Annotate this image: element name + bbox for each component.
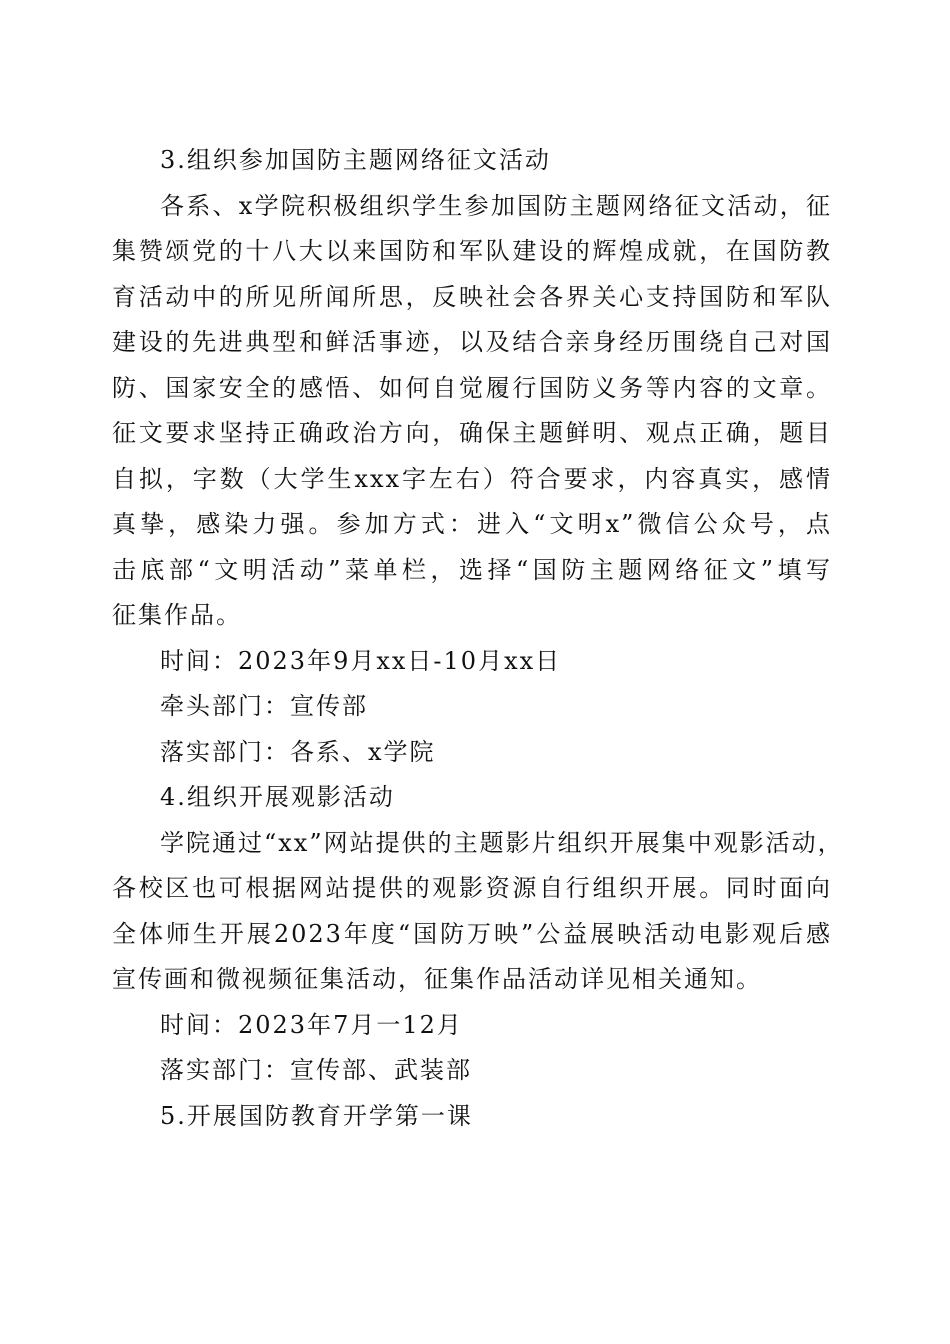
- section-5-heading: 5.开展国防教育开学第一课: [160, 1101, 473, 1130]
- section-3-lead-department: 牵头部门：宣传部: [160, 692, 368, 720]
- section-3-paragraph-line: 击底部“文明活动”菜单栏，选择“国防主题网络征文”填写: [112, 555, 832, 584]
- section-3-paragraph-line: 育活动中的所见所闻所思，反映社会各界关心支持国防和军队: [112, 282, 832, 311]
- section-4-heading: 4.组织开展观影活动: [160, 783, 395, 811]
- section-3-paragraph-line: 征文要求坚持正确政治方向，确保主题鲜明、观点正确，题目: [112, 419, 832, 447]
- section-3-paragraph-line: 征集作品。: [112, 601, 242, 629]
- section-3-paragraph-line: 建设的先进典型和鲜活事迹，以及结合亲身经历围绕自己对国: [112, 328, 832, 356]
- section-3-implementing-department: 落实部门：各系、x学院: [160, 737, 436, 766]
- section-3-time: 时间：2023年9月xx日-10月xx日: [160, 646, 562, 675]
- section-4-paragraph-line: 全体师生开展2023年度“国防万映”公益展映活动电影观后感: [112, 919, 832, 948]
- section-4-paragraph-line: 各校区也可根据网站提供的观影资源自行组织开展。同时面向: [112, 874, 832, 902]
- section-3-paragraph-line: 防、国家安全的感悟、如何自觉履行国防义务等内容的文章。: [112, 373, 832, 402]
- section-3-paragraph-line: 集赞颂党的十八大以来国防和军队建设的辉煌成就，在国防教: [112, 237, 832, 265]
- section-3-paragraph-line: 各系、x学院积极组织学生参加国防主题网络征文活动，征: [160, 191, 832, 220]
- section-3-heading: 3.组织参加国防主题网络征文活动: [160, 146, 551, 174]
- section-3-paragraph-line: 真挚，感染力强。参加方式：进入“文明x”微信公众号，点: [112, 510, 832, 538]
- section-4-implementing-department: 落实部门：宣传部、武装部: [160, 1056, 472, 1084]
- section-4-paragraph-line: 学院通过“xx”网站提供的主题影片组织开展集中观影活动，: [160, 828, 844, 857]
- section-3-paragraph-line: 自拟，字数（大学生xxx字左右）符合要求，内容真实，感情: [112, 464, 832, 493]
- section-4-time: 时间：2023年7月一12月: [160, 1010, 463, 1039]
- section-4-paragraph-line: 宣传画和微视频征集活动，征集作品活动详见相关通知。: [112, 965, 762, 993]
- document-body: [112, 138, 844, 1139]
